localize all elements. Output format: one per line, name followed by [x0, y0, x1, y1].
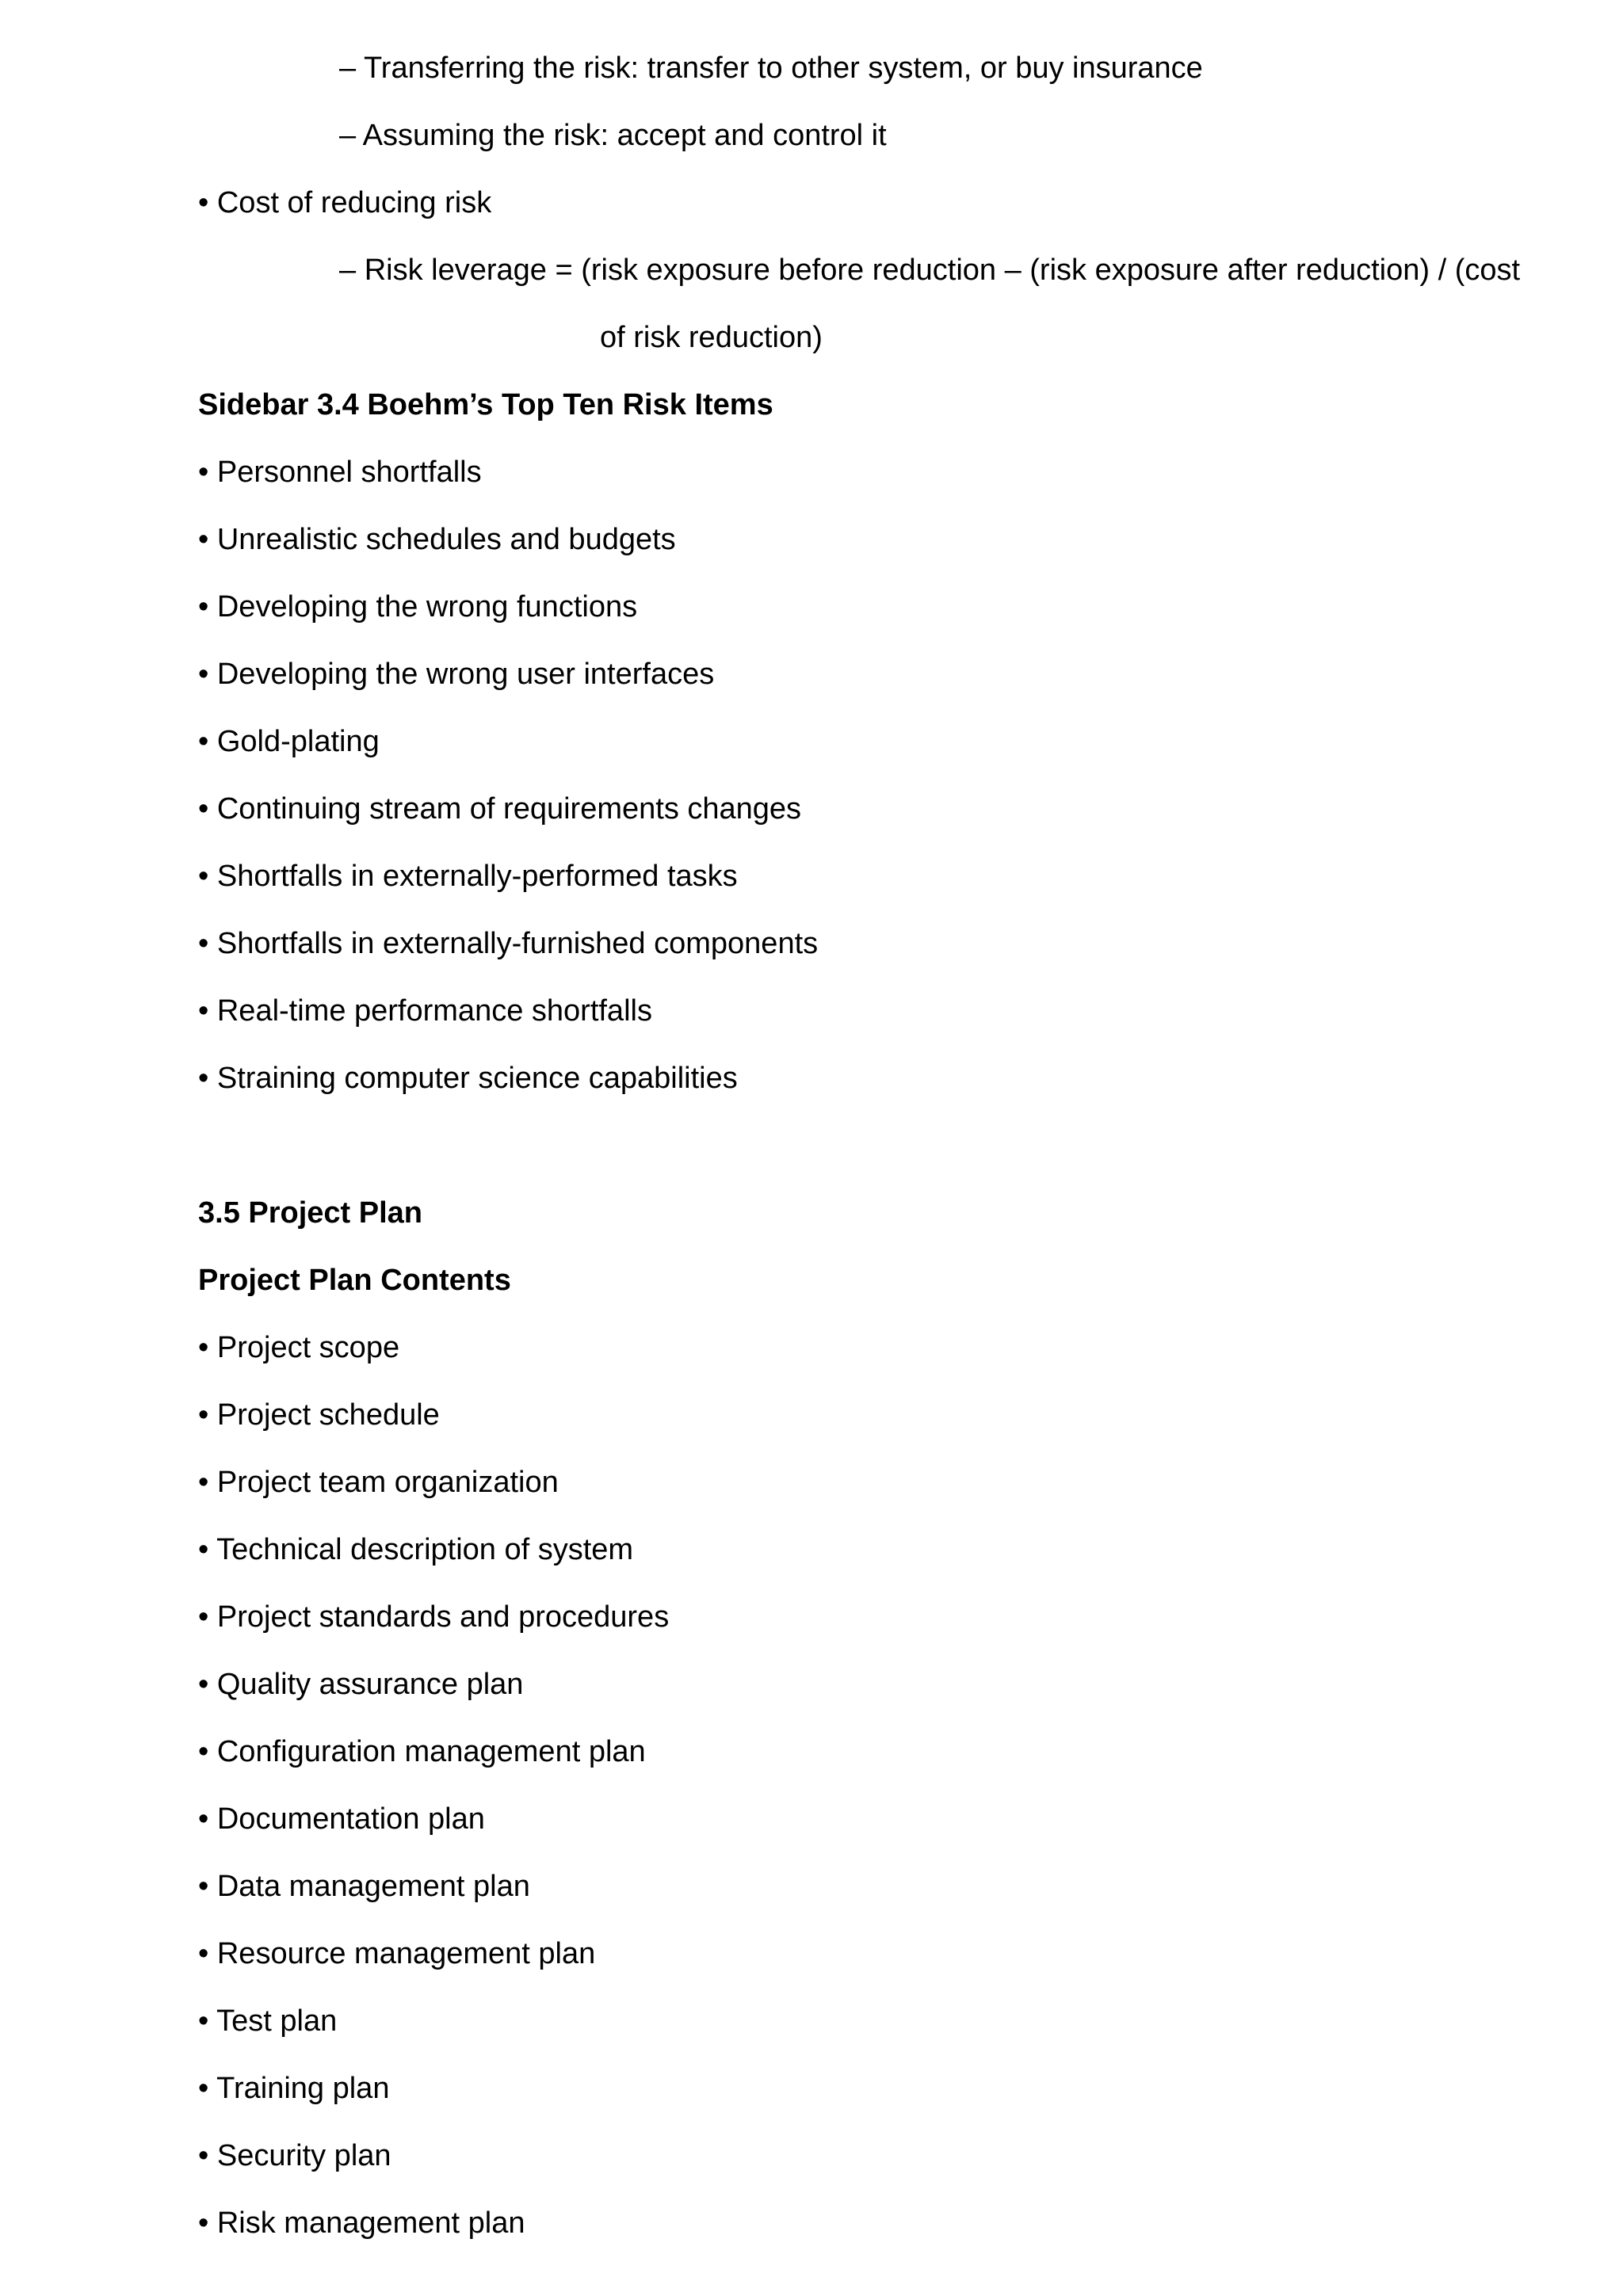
list-item: • Project team organization — [198, 1466, 559, 1499]
list-item: • Developing the wrong user interfaces — [198, 658, 715, 691]
risk-leverage-continuation: of risk reduction) — [600, 321, 823, 354]
section-heading: 3.5 Project Plan — [198, 1196, 423, 1230]
section-subheading: Project Plan Contents — [198, 1264, 511, 1297]
list-item: • Risk management plan — [198, 2206, 525, 2240]
list-item: • Unrealistic schedules and budgets — [198, 523, 676, 556]
list-item: • Personnel shortfalls — [198, 456, 482, 489]
list-item: • Developing the wrong functions — [198, 590, 638, 624]
list-item: • Technical description of system — [198, 1533, 634, 1566]
list-item: • Data management plan — [198, 1870, 530, 1903]
sub-item-assuming-risk: – Assuming the risk: accept and control it — [339, 119, 887, 152]
bullet-cost-of-reducing-risk: • Cost of reducing risk — [198, 186, 492, 219]
list-item: • Shortfalls in externally-furnished components — [198, 927, 819, 960]
list-item: • Project standards and procedures — [198, 1600, 670, 1634]
list-item: • Configuration management plan — [198, 1735, 646, 1768]
list-item: • Security plan — [198, 2139, 391, 2172]
sub-item-transferring-risk: – Transferring the risk: transfer to other system, or buy insurance — [339, 51, 1203, 85]
list-item: • Real-time performance shortfalls — [198, 994, 652, 1028]
list-item: • Project schedule — [198, 1398, 440, 1432]
list-item: • Continuing stream of requirements changes — [198, 792, 802, 826]
list-item: • Project scope — [198, 1331, 400, 1364]
list-item: • Training plan — [198, 2072, 390, 2105]
list-item: • Gold-plating — [198, 725, 380, 758]
list-item: • Shortfalls in externally-performed tasks — [198, 860, 738, 893]
list-item: • Straining computer science capabilities — [198, 1062, 738, 1095]
sidebar-heading: Sidebar 3.4 Boehm’s Top Ten Risk Items — [198, 388, 773, 421]
list-item: • Quality assurance plan — [198, 1668, 524, 1701]
list-item: • Documentation plan — [198, 1802, 485, 1836]
sub-item-risk-leverage: – Risk leverage = (risk exposure before reduction – (risk exposure after reduction) / (cost — [339, 254, 1521, 287]
list-item: • Resource management plan — [198, 1937, 596, 1970]
list-item: • Test plan — [198, 2004, 338, 2038]
